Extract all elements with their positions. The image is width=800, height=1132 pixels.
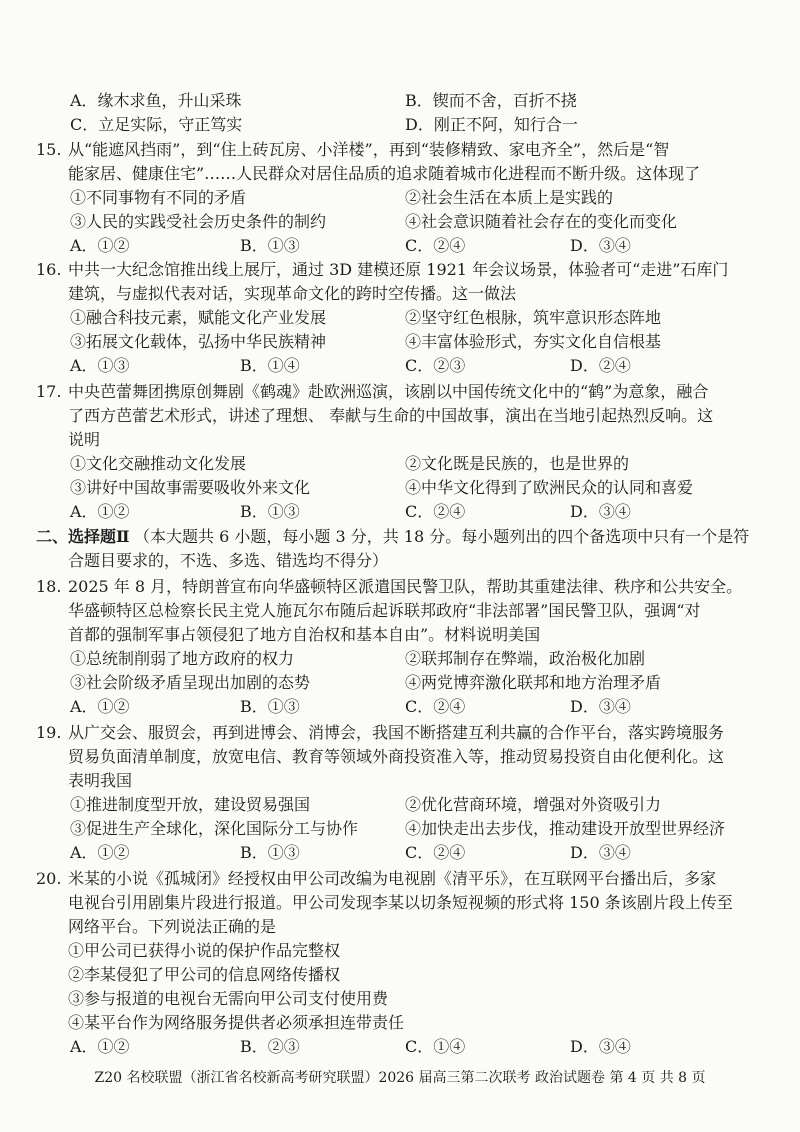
option-b: B．①③ xyxy=(240,843,300,862)
section-title: 二、选择题Ⅱ xyxy=(36,527,130,546)
statement-item: ③参与报道的电视台无需向甲公司支付使用费 xyxy=(68,989,389,1008)
option-c: C．②④ xyxy=(405,843,466,862)
question-stem-line: 电视台引用剧集片段进行报道。甲公司发现李某以切条短视频的形式将 150 条该剧片段上传至 xyxy=(68,893,733,912)
question-stem-line: 中央芭蕾舞团携原创舞剧《鹤魂》赴欧洲巡演，该剧以中国传统文化中的“鹤”为意象，融合 xyxy=(68,382,709,401)
question-number: 19. xyxy=(36,723,62,742)
option-d: D．②④ xyxy=(570,356,631,375)
option-d: D．③④ xyxy=(570,843,631,862)
question-stem-line: 米某的小说《孤城闭》经授权由甲公司改编为电视剧《清平乐》，在互联网平台播出后，多家 xyxy=(68,869,717,888)
statement-item: ②社会生活在本质上是实践的 xyxy=(405,188,614,207)
option-c: C．②④ xyxy=(405,697,466,716)
question-stem-line: 贸易负面清单制度，放宽电信、教育等领域外商投资准入等，推动贸易投资自由化便利化。这 xyxy=(68,747,725,766)
statement-item: ②坚守红色根脉，筑牢意识形态阵地 xyxy=(405,308,662,327)
option-c: C．②④ xyxy=(405,502,466,521)
question-stem-line: 中共一大纪念馆推出线上展厅，通过 3D 建模还原 1921 年会议场景，体验者可“走进”石库门 xyxy=(68,260,729,279)
statement-item: ④中华文化得到了欧洲民众的认同和喜爱 xyxy=(405,478,694,497)
statement-item: ①融合科技元素，赋能文化产业发展 xyxy=(70,308,327,327)
statement-item: ②李某侵犯了甲公司的信息网络传播权 xyxy=(68,965,341,984)
question-number: 18. xyxy=(36,577,62,596)
statement-item: ①甲公司已获得小说的保护作品完整权 xyxy=(68,941,341,960)
statement-item: ①推进制度型开放，建设贸易强国 xyxy=(70,795,311,814)
question-stem-line: 从“能遮风挡雨”，到“住上砖瓦房、小洋楼”，再到“装修精致、家电齐全”，然后是“智 xyxy=(68,140,670,159)
statement-item: ①文化交融推动文化发展 xyxy=(70,454,247,473)
option-d: D．刚正不阿，知行合一 xyxy=(405,115,578,134)
option-a: A．①② xyxy=(70,1037,130,1056)
question-stem-line: 华盛顿特区总检察长民主党人施瓦尔布随后起诉联邦政府“非法部署”国民警卫队，强调“对 xyxy=(68,601,701,620)
question-stem-line: 网络平台。下列说法正确的是 xyxy=(68,917,277,936)
statement-item: ③讲好中国故事需要吸收外来文化 xyxy=(70,478,311,497)
statement-item: ③促进生产全球化，深化国际分工与协作 xyxy=(70,819,359,838)
option-d: D．③④ xyxy=(570,236,631,255)
question-stem-line: 说明 xyxy=(68,430,101,449)
option-b: B．①③ xyxy=(240,697,300,716)
option-b: B．①③ xyxy=(240,502,300,521)
section-description: （本大题共 6 小题，每小题 3 分，共 18 分。每小题列出的四个备选项中只有一个是符 xyxy=(134,527,750,546)
option-a: A．①② xyxy=(70,697,130,716)
option-c: C．立足实际，守正笃实 xyxy=(70,115,243,134)
question-number: 17. xyxy=(36,382,62,401)
statement-item: ④某平台作为网络服务提供者必须承担连带责任 xyxy=(68,1013,405,1032)
option-a: A．①③ xyxy=(70,356,130,375)
question-number: 20. xyxy=(36,869,62,888)
question-number: 16. xyxy=(36,260,62,279)
option-b: B．①③ xyxy=(240,236,300,255)
option-b: B．②③ xyxy=(240,1037,300,1056)
question-stem-line: 了西方芭蕾艺术形式，讲述了理想、 奉献与生命的中国故事，演出在当地引起热烈反响。这 xyxy=(68,406,714,425)
option-a: A．①② xyxy=(70,843,130,862)
option-b: B．①④ xyxy=(240,356,300,375)
statement-item: ②联邦制存在弊端，政治极化加剧 xyxy=(405,649,646,668)
question-stem-line: 从广交会、服贸会，再到进博会、消博会，我国不断搭建互利共赢的合作平台，落实跨境服务 xyxy=(68,723,725,742)
statement-item: ①不同事物有不同的矛盾 xyxy=(70,188,247,207)
statement-item: ④两党博弈激化联邦和地方治理矛盾 xyxy=(405,673,662,692)
section-description: 合题目要求的，不选、多选、错选均不得分） xyxy=(68,551,389,570)
question-stem-line: 2025 年 8 月，特朗普宣布向华盛顿特区派遣国民警卫队，帮助其重建法律、秩序和公共安全。 xyxy=(68,577,743,596)
statement-item: ①总统制削弱了地方政府的权力 xyxy=(70,649,295,668)
option-c: C．②③ xyxy=(405,356,466,375)
statement-item: ③社会阶级矛盾呈现出加剧的态势 xyxy=(70,673,311,692)
option-a: A．①② xyxy=(70,236,130,255)
option-d: D．③④ xyxy=(570,502,631,521)
statement-item: ③拓展文化载体，弘扬中华民族精神 xyxy=(70,332,327,351)
option-b: B．锲而不舍，百折不挠 xyxy=(405,91,577,110)
statement-item: ④社会意识随着社会存在的变化而变化 xyxy=(405,212,678,231)
option-c: C．①④ xyxy=(405,1037,466,1056)
option-a: A．①② xyxy=(70,502,130,521)
question-stem-line: 首都的强制军事占领侵犯了地方自治权和基本自由”。材料说明美国 xyxy=(68,625,541,644)
statement-item: ③人民的实践受社会历史条件的制约 xyxy=(70,212,327,231)
statement-item: ④加快走出去步伐，推动建设开放型世界经济 xyxy=(405,819,726,838)
option-c: C．②④ xyxy=(405,236,466,255)
option-d: D．③④ xyxy=(570,697,631,716)
question-number: 15. xyxy=(36,140,62,159)
option-d: D．③④ xyxy=(570,1037,631,1056)
statement-item: ②优化营商环境，增强对外资吸引力 xyxy=(405,795,662,814)
question-stem-line: 能家居、健康住宅”……人民群众对居住品质的追求随着城市化进程而不断升级。这体现了 xyxy=(68,164,701,183)
statement-item: ④丰富体验形式，夯实文化自信根基 xyxy=(405,332,662,351)
page-footer: Z20 名校联盟（浙江省名校新高考研究联盟）2026 届高三第二次联考 政治试题卷 第 4 页 共 8 页 xyxy=(94,1070,706,1086)
option-a: A．缘木求鱼，升山采珠 xyxy=(70,91,242,110)
statement-item: ②文化既是民族的，也是世界的 xyxy=(405,454,630,473)
question-stem-line: 表明我国 xyxy=(68,771,133,790)
question-stem-line: 建筑，与虚拟代表对话，实现革命文化的跨时空传播。这一做法 xyxy=(68,284,517,303)
